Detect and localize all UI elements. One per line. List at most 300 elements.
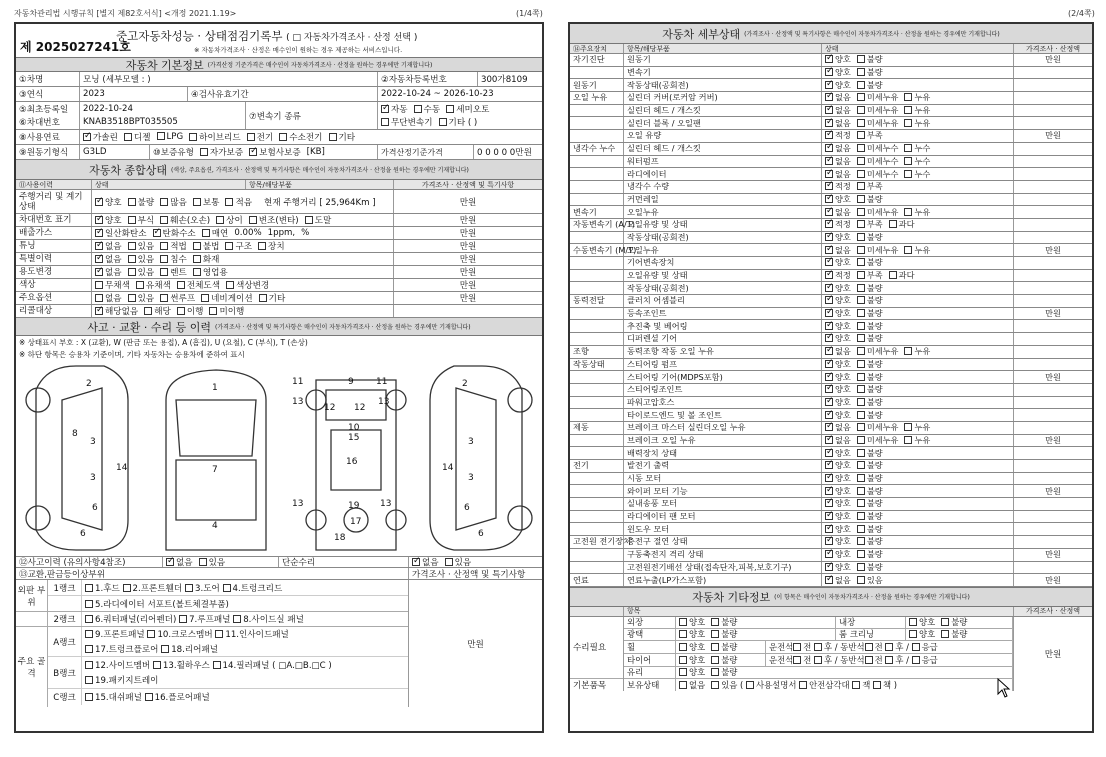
detail-price: 만원 (1045, 485, 1061, 496)
overall-checkbox[interactable] (193, 255, 201, 263)
detail-checkbox[interactable] (904, 119, 912, 127)
svg-text:6: 6 (464, 503, 470, 513)
svg-text:3: 3 (90, 437, 96, 447)
detail-checkbox[interactable] (825, 525, 833, 533)
detail-checkbox[interactable] (825, 423, 833, 431)
detail-price (1014, 359, 1092, 371)
overall-checkbox[interactable] (128, 216, 136, 224)
detail-group: 자동변속기 (A/T) (570, 219, 624, 231)
detail-item: 라디에이터 (624, 168, 822, 180)
detail-checkbox[interactable] (857, 461, 865, 469)
overall-checkbox[interactable] (258, 242, 266, 250)
overall-checkbox[interactable] (160, 198, 168, 206)
detail-checkbox[interactable] (825, 208, 833, 216)
detail-row: 커먼레일 ✓ 양호 불량 (570, 194, 1092, 207)
detail-checkbox[interactable] (825, 322, 833, 330)
title-note: ※ 자동차가격조사 · 산정은 매수인이 원하는 경우 제공하는 서비스입니다. (194, 46, 403, 54)
detail-row: 수동변속기 (M/T) 오일누유 ✓ 없음 미세누유 누유 만원 (570, 244, 1092, 257)
label-engine: ⑨원동기형식 (16, 145, 80, 159)
detail-price (1014, 409, 1092, 421)
glass-bad-checkbox[interactable] (711, 668, 719, 676)
detail-item: 브레이크 오일 누유 (624, 435, 822, 447)
detail-checkbox[interactable] (857, 411, 865, 419)
detail-item: 작동상태(공회전) (624, 79, 822, 91)
detail-checkbox[interactable] (825, 576, 833, 584)
detail-row: 윈도우 모터 ✓ 양호 불량 (570, 523, 1092, 536)
detail-checkbox[interactable] (904, 246, 912, 254)
detail-item: 실린더 헤드 / 개스킷 (624, 143, 822, 155)
overall-checkbox[interactable] (177, 281, 185, 289)
detail-group: 냉각수 누수 (570, 143, 624, 155)
detail-group: 제동 (570, 422, 624, 434)
detail-group (570, 523, 624, 535)
document-number: 제 2025027241호 (20, 40, 131, 54)
overall-checkbox[interactable] (216, 216, 224, 224)
detail-checkbox[interactable] (825, 512, 833, 520)
overall-checkbox[interactable] (128, 268, 136, 276)
overall-checkbox[interactable] (193, 268, 201, 276)
glass-good-checkbox[interactable] (679, 668, 687, 676)
detail-group (570, 409, 624, 421)
detail-checkbox[interactable] (825, 474, 833, 482)
fuel-other-checkbox[interactable] (329, 133, 337, 141)
overall-checkbox[interactable] (209, 307, 217, 315)
detail-price (1014, 143, 1092, 155)
label-fuel: ⑧사용연료 (16, 130, 80, 144)
detail-checkbox[interactable] (825, 258, 833, 266)
detail-checkbox[interactable] (825, 284, 833, 292)
label-simple-repair: 단순수리 (279, 557, 409, 567)
section-accident-history: 사고 · 교환 · 수리 등 이력 (가격조사 · 산정액 및 특기사항은 매수인이 자동차가격조사 · 산정을 원하는 경우에만 기재합니다) (16, 318, 542, 336)
tire-good-checkbox[interactable] (679, 656, 687, 664)
svg-text:12: 12 (354, 403, 366, 413)
overall-price: 만원 (459, 197, 477, 208)
detail-checkbox[interactable] (889, 220, 897, 228)
detail-checkbox[interactable] (857, 119, 865, 127)
fuel-lpg-checkbox[interactable] (157, 132, 165, 140)
overall-checkbox[interactable] (136, 281, 144, 289)
svg-text:19: 19 (348, 501, 360, 511)
detail-checkbox[interactable] (857, 525, 865, 533)
detail-checkbox[interactable] (857, 296, 865, 304)
detail-checkbox[interactable] (857, 576, 865, 584)
detail-price: 만원 (1045, 308, 1061, 319)
label-warranty: ⑩보증유형 (153, 148, 194, 158)
polish-bad-checkbox[interactable] (711, 630, 719, 638)
detail-checkbox[interactable] (904, 436, 912, 444)
detail-group (570, 282, 624, 294)
detail-checkbox[interactable] (825, 499, 833, 507)
overall-checkbox[interactable] (160, 216, 168, 224)
overall-checkbox[interactable] (226, 281, 234, 289)
overall-label: 주행거리 및 계기상태 (16, 190, 92, 213)
overall-checkbox[interactable] (249, 216, 257, 224)
fuel-hybrid-checkbox[interactable] (189, 133, 197, 141)
detail-checkbox[interactable] (857, 68, 865, 76)
detail-checkbox[interactable] (857, 93, 865, 101)
exchange-parts-table: 외판 부위 1랭크 1.후드 2.프론트휀더 3.도어 4.트렁크리드 5.라디에이터 서포트(볼트체결부품) 2랭크 6.쿼터패널(리어펜더) 7.루프패널 8.사이드실 패널 주요 골격 A랭크 9.프론트패널 10.크로스멤버 11.인사이드패널 17.트렁크플로어 18.리어패널 B랭크 12.사이드멤버 13.휠하우스 14.필러패널 ( □A.□B.□C ) 19.패키지트레이 C랭크 15.대쉬패널 16.플로어패널 만원 (16, 580, 542, 707)
label-rank1: 1랭크 (48, 580, 82, 595)
detail-row: 자동변속기 (A/T) 오일유량 및 상태 ✓ 적정 부족 과다 (570, 219, 1092, 232)
detail-checkbox[interactable] (857, 309, 865, 317)
detail-item: 동력조향 작동 오일 누유 (624, 346, 822, 358)
svg-text:16: 16 (346, 457, 358, 467)
detail-checkbox[interactable] (889, 271, 897, 279)
trans-cvt-checkbox[interactable] (381, 118, 389, 126)
detail-item: 구동축전지 격리 상태 (624, 549, 822, 561)
detail-checkbox[interactable] (857, 347, 865, 355)
overall-checkbox[interactable] (225, 198, 233, 206)
svg-text:2: 2 (462, 379, 468, 389)
detail-row: 조향 동력조향 작동 오일 누유 ✓ 없음 미세누유 누유 (570, 346, 1092, 359)
detail-checkbox[interactable] (857, 449, 865, 457)
section-basic-info: 자동차 기본정보 (가격산정 기준가격은 매수인이 자동차가격조사 · 산정을 원하는 경우에만 기재합니다) (16, 58, 542, 72)
detail-checkbox[interactable] (857, 271, 865, 279)
svg-text:18: 18 (334, 533, 346, 543)
detail-checkbox[interactable] (857, 246, 865, 254)
detail-checkbox[interactable] (857, 499, 865, 507)
detail-row: 동력전달 클러치 어셈블리 ✓ 양호 불량 (570, 295, 1092, 308)
detail-price (1014, 397, 1092, 409)
detail-price (1014, 282, 1092, 294)
overall-checkbox[interactable] (95, 216, 103, 224)
detail-row: 고전원전기배선 상태(접속단자,피복,보호기구) ✓ 양호 불량 (570, 562, 1092, 575)
detail-checkbox[interactable] (825, 106, 833, 114)
detail-row: 구동축전지 격리 상태 ✓ 양호 불량 만원 (570, 549, 1092, 562)
overall-checkbox[interactable] (128, 294, 136, 302)
detail-checkbox[interactable] (825, 550, 833, 558)
overall-checkbox[interactable] (128, 242, 136, 250)
detail-checkbox[interactable] (825, 144, 833, 152)
detail-row: 원동기 작동상태(공회전) ✓ 양호 불량 (570, 79, 1092, 92)
interior-bad-checkbox[interactable] (941, 618, 949, 626)
detail-checkbox[interactable] (904, 106, 912, 114)
overall-checkbox[interactable] (305, 216, 313, 224)
svg-text:13: 13 (380, 499, 392, 509)
detail-checkbox[interactable] (857, 385, 865, 393)
accident-yes-checkbox[interactable] (199, 558, 207, 566)
warranty-self-checkbox[interactable] (200, 148, 208, 156)
detail-row: 라디에이터 팬 모터 ✓ 양호 불량 (570, 511, 1092, 524)
detail-row: 시동 모터 ✓ 양호 불량 (570, 473, 1092, 486)
detail-checkbox[interactable] (904, 93, 912, 101)
detail-checkbox[interactable] (825, 461, 833, 469)
overall-checkbox[interactable] (160, 268, 168, 276)
label-inspection: ④검사유효기간 (188, 87, 378, 101)
detail-checkbox[interactable] (857, 182, 865, 190)
overall-checkbox[interactable] (95, 268, 103, 276)
overall-checkbox[interactable] (193, 242, 201, 250)
fuel-gasoline-checkbox[interactable] (83, 133, 91, 141)
detail-checkbox[interactable] (825, 398, 833, 406)
clean-bad-checkbox[interactable] (941, 630, 949, 638)
overall-checkbox[interactable] (160, 294, 168, 302)
detail-group (570, 308, 624, 320)
detail-checkbox[interactable] (857, 487, 865, 495)
overall-row: 차대번호 표기 ✓ 양호 부식 훼손(오손) 상이 변조(변타) 도말 만원 (16, 214, 542, 227)
overall-checkbox[interactable] (259, 294, 267, 302)
detail-row: 실린더 헤드 / 개스킷 ✓ 없음 미세누유 누유 (570, 105, 1092, 118)
detail-header: ⑭주요장치 항목/해당부품 상태 가격조사 · 산정액 (570, 44, 1092, 54)
detail-group (570, 473, 624, 485)
detail-checkbox[interactable] (857, 474, 865, 482)
detail-checkbox[interactable] (857, 208, 865, 216)
overall-price: 만원 (459, 255, 477, 265)
detail-checkbox[interactable] (825, 449, 833, 457)
detail-row: 전기 발전기 출력 ✓ 양호 불량 (570, 460, 1092, 473)
detail-checkbox[interactable] (825, 170, 833, 178)
accident-history-row: ⑫사고이력 (유의사항4참조) ✓ 없음 있음 단순수리 ✓ 없음 있음 (16, 556, 542, 568)
overall-label: 색상 (16, 279, 92, 291)
detail-checkbox[interactable] (857, 436, 865, 444)
detail-checkbox[interactable] (825, 81, 833, 89)
svg-text:6: 6 (80, 529, 86, 539)
detail-group (570, 257, 624, 269)
detail-checkbox[interactable] (857, 360, 865, 368)
fuel-diesel-checkbox[interactable] (124, 133, 132, 141)
label-rank2: 2랭크 (48, 612, 82, 626)
detail-checkbox[interactable] (904, 347, 912, 355)
detail-checkbox[interactable] (857, 423, 865, 431)
detail-group (570, 117, 624, 129)
detail-group: 조향 (570, 346, 624, 358)
detail-checkbox[interactable] (904, 208, 912, 216)
detail-checkbox[interactable] (857, 170, 865, 178)
engine-type: G3LD (80, 145, 150, 159)
detail-group: 수동변속기 (M/T) (570, 244, 624, 256)
form-title: 중고자동차성능 · 상태점검기록부 (116, 29, 283, 43)
detail-checkbox[interactable] (825, 436, 833, 444)
detail-price (1014, 257, 1092, 269)
label-first-reg: ⑤최초등록일 (19, 104, 69, 115)
overall-checkbox[interactable] (95, 307, 103, 315)
detail-checkbox[interactable] (825, 334, 833, 342)
wheel-good-checkbox[interactable] (679, 643, 687, 651)
overall-checkbox[interactable] (95, 229, 103, 237)
overall-checkbox[interactable] (95, 294, 103, 302)
svg-text:3: 3 (468, 473, 474, 483)
overall-row: 리콜대상 ✓ 해당없음 해당 이행 미이행 (16, 305, 542, 318)
detail-checkbox[interactable] (825, 55, 833, 63)
detail-price (1014, 105, 1092, 117)
detail-checkbox[interactable] (825, 233, 833, 241)
detail-checkbox[interactable] (825, 271, 833, 279)
label-vin: ⑥차대번호 (19, 118, 60, 129)
detail-row: 작동상태 스티어링 펌프 ✓ 양호 불량 (570, 359, 1092, 372)
overall-row: 주요옵션 없음 있음 썬루프 네비게이션 기타 만원 (16, 292, 542, 305)
detail-checkbox[interactable] (825, 131, 833, 139)
overall-row: 색상 무채색 유채색 전체도색 색상변경 만원 (16, 279, 542, 292)
svg-text:10: 10 (348, 423, 360, 433)
detail-checkbox[interactable] (857, 81, 865, 89)
svg-text:3: 3 (468, 437, 474, 447)
detail-checkbox[interactable] (857, 537, 865, 545)
overall-checkbox[interactable] (95, 281, 103, 289)
detail-checkbox[interactable] (825, 68, 833, 76)
detail-item: 디퍼렌셜 기어 (624, 333, 822, 345)
form-page-2 (568, 22, 1094, 733)
overall-row: 주행거리 및 계기상태 ✓ 양호 불량 많음 보통 적음 현재 주행거리 [ 25,964Km ] 만원 (16, 190, 542, 214)
form-header-left: 자동차관리법 시행규칙 [별지 제82호서식] <개정 2021.1.19> (14, 9, 237, 18)
simple-yes-checkbox[interactable] (445, 558, 453, 566)
polish-good-checkbox[interactable] (679, 630, 687, 638)
trans-semi-checkbox[interactable] (446, 105, 454, 113)
detail-checkbox[interactable] (904, 423, 912, 431)
overall-row: 배출가스 ✓ 일산화탄소 ✓ 탄화수소 매연 0.00% 1ppm, % 만원 (16, 227, 542, 240)
overall-price: 만원 (459, 268, 477, 278)
detail-row: 브레이크 오일 누유 ✓ 없음 미세누유 누유 만원 (570, 435, 1092, 448)
detail-checkbox[interactable] (825, 93, 833, 101)
detail-item: 실린더 헤드 / 개스킷 (624, 105, 822, 117)
simple-none-checkbox[interactable] (412, 558, 420, 566)
detail-checkbox[interactable] (904, 170, 912, 178)
svg-text:13: 13 (292, 397, 304, 407)
fuel-electric-checkbox[interactable] (247, 133, 255, 141)
label-rank-c: C랭크 (48, 689, 82, 705)
section-detail-status: 자동차 세부상태 (가격조사 · 산정액 및 특기사항은 매수인이 자동차가격조사 · 산정을 원하는 경우에만 기재합니다) (570, 24, 1092, 44)
interior-good-checkbox[interactable] (909, 618, 917, 626)
detail-checkbox[interactable] (857, 258, 865, 266)
overall-checkbox[interactable] (193, 198, 201, 206)
detail-group (570, 447, 624, 459)
detail-item: 연료누출(LP가스포함) (624, 574, 822, 586)
svg-text:14: 14 (116, 463, 128, 473)
section-other-info: 자동차 기타정보 (이 항목은 매수인이 자동차가격조사 · 산정을 원하는 경우에만 기재합니다) (570, 587, 1092, 607)
detail-checkbox[interactable] (857, 144, 865, 152)
car-damage-diagram (16, 360, 542, 556)
detail-item: 윈도우 모터 (624, 523, 822, 535)
overall-checkbox[interactable] (202, 229, 210, 237)
detail-price (1014, 536, 1092, 548)
registration-number: 300가8109 (481, 75, 528, 85)
detail-checkbox[interactable] (857, 550, 865, 558)
items-yes-checkbox[interactable] (711, 681, 719, 689)
detail-checkbox[interactable] (825, 195, 833, 203)
trans-auto-checkbox[interactable] (381, 105, 389, 113)
overall-checkbox[interactable] (177, 307, 185, 315)
items-none-checkbox[interactable] (679, 681, 687, 689)
label-exchanged-parts: ⑬교환,판금등이상부위 (16, 568, 409, 579)
accident-none-checkbox[interactable] (166, 558, 174, 566)
detail-checkbox[interactable] (857, 334, 865, 342)
detail-checkbox[interactable] (857, 322, 865, 330)
warranty-insurer-checkbox[interactable] (249, 148, 257, 156)
exterior-good-checkbox[interactable] (679, 618, 687, 626)
detail-group: 작동상태 (570, 359, 624, 371)
detail-checkbox[interactable] (857, 220, 865, 228)
detail-checkbox[interactable] (857, 563, 865, 571)
detail-group: 원동기 (570, 79, 624, 91)
detail-checkbox[interactable] (857, 55, 865, 63)
overall-checkbox[interactable] (153, 229, 161, 237)
price-option-label: ( □ 자동차가격조사 · 산정 선택 ) (286, 33, 418, 43)
detail-checkbox[interactable] (825, 373, 833, 381)
detail-checkbox[interactable] (857, 284, 865, 292)
detail-checkbox[interactable] (857, 106, 865, 114)
detail-row: 타이로드엔드 및 볼 조인트 ✓ 양호 불량 (570, 409, 1092, 422)
detail-checkbox[interactable] (857, 233, 865, 241)
detail-checkbox[interactable] (904, 144, 912, 152)
label-car-name: ①차명 (16, 72, 80, 86)
svg-text:2: 2 (86, 379, 92, 389)
svg-text:13: 13 (292, 499, 304, 509)
svg-text:8: 8 (72, 429, 78, 439)
detail-price (1014, 168, 1092, 180)
detail-checkbox[interactable] (857, 512, 865, 520)
detail-price (1014, 384, 1092, 396)
overall-checkbox[interactable] (144, 307, 152, 315)
kb-label: [KB] (306, 147, 325, 157)
exterior-bad-checkbox[interactable] (711, 618, 719, 626)
detail-group: 오일 누유 (570, 92, 624, 104)
overall-checkbox[interactable] (225, 242, 233, 250)
detail-item: 오일누유 (624, 244, 822, 256)
detail-checkbox[interactable] (825, 220, 833, 228)
overall-checkbox[interactable] (160, 255, 168, 263)
svg-text:6: 6 (92, 503, 98, 513)
detail-row: 변속기 ✓ 양호 불량 (570, 67, 1092, 80)
detail-checkbox[interactable] (825, 563, 833, 571)
overall-checkbox[interactable] (160, 242, 168, 250)
svg-text:4: 4 (212, 521, 218, 531)
detail-group (570, 156, 624, 168)
detail-checkbox[interactable] (857, 131, 865, 139)
detail-checkbox[interactable] (825, 246, 833, 254)
detail-checkbox[interactable] (825, 309, 833, 317)
detail-checkbox[interactable] (825, 119, 833, 127)
overall-checkbox[interactable] (201, 294, 209, 302)
detail-price: 만원 (1045, 54, 1061, 65)
detail-checkbox[interactable] (857, 195, 865, 203)
overall-price: 만원 (459, 229, 477, 239)
detail-price: 만원 (1045, 244, 1061, 255)
overall-checkbox[interactable] (95, 255, 103, 263)
detail-checkbox[interactable] (857, 157, 865, 165)
trans-manual-checkbox[interactable] (414, 105, 422, 113)
detail-checkbox[interactable] (904, 157, 912, 165)
detail-item: 워터펌프 (624, 156, 822, 168)
detail-price (1014, 67, 1092, 79)
tire-bad-checkbox[interactable] (711, 656, 719, 664)
wheel-bad-checkbox[interactable] (711, 643, 719, 651)
overall-checkbox[interactable] (95, 242, 103, 250)
section-overall-status: 자동차 종합상태 (색상, 주요옵션, 가격조사 · 산정액 및 특기사항은 매수인이 자동차가격조사 · 산정을 원하는 경우에만 기재합니다) (16, 160, 542, 180)
detail-checkbox[interactable] (825, 537, 833, 545)
detail-checkbox[interactable] (825, 385, 833, 393)
detail-checkbox[interactable] (857, 373, 865, 381)
overall-checkbox[interactable] (128, 198, 136, 206)
detail-checkbox[interactable] (857, 398, 865, 406)
overall-checkbox[interactable] (95, 198, 103, 206)
detail-checkbox[interactable] (825, 157, 833, 165)
detail-checkbox[interactable] (825, 487, 833, 495)
svg-text:13: 13 (378, 397, 390, 407)
detail-price (1014, 346, 1092, 358)
fuel-hydrogen-checkbox[interactable] (279, 133, 287, 141)
detail-checkbox[interactable] (825, 182, 833, 190)
clean-good-checkbox[interactable] (909, 630, 917, 638)
detail-checkbox[interactable] (825, 296, 833, 304)
detail-group: 변속기 (570, 206, 624, 218)
trans-other-checkbox[interactable] (439, 118, 447, 126)
detail-price (1014, 194, 1092, 206)
detail-checkbox[interactable] (825, 347, 833, 355)
overall-label: 주요옵션 (16, 292, 92, 304)
detail-checkbox[interactable] (825, 411, 833, 419)
overall-label: 특별이력 (16, 253, 92, 265)
detail-checkbox[interactable] (825, 360, 833, 368)
overall-checkbox[interactable] (128, 255, 136, 263)
